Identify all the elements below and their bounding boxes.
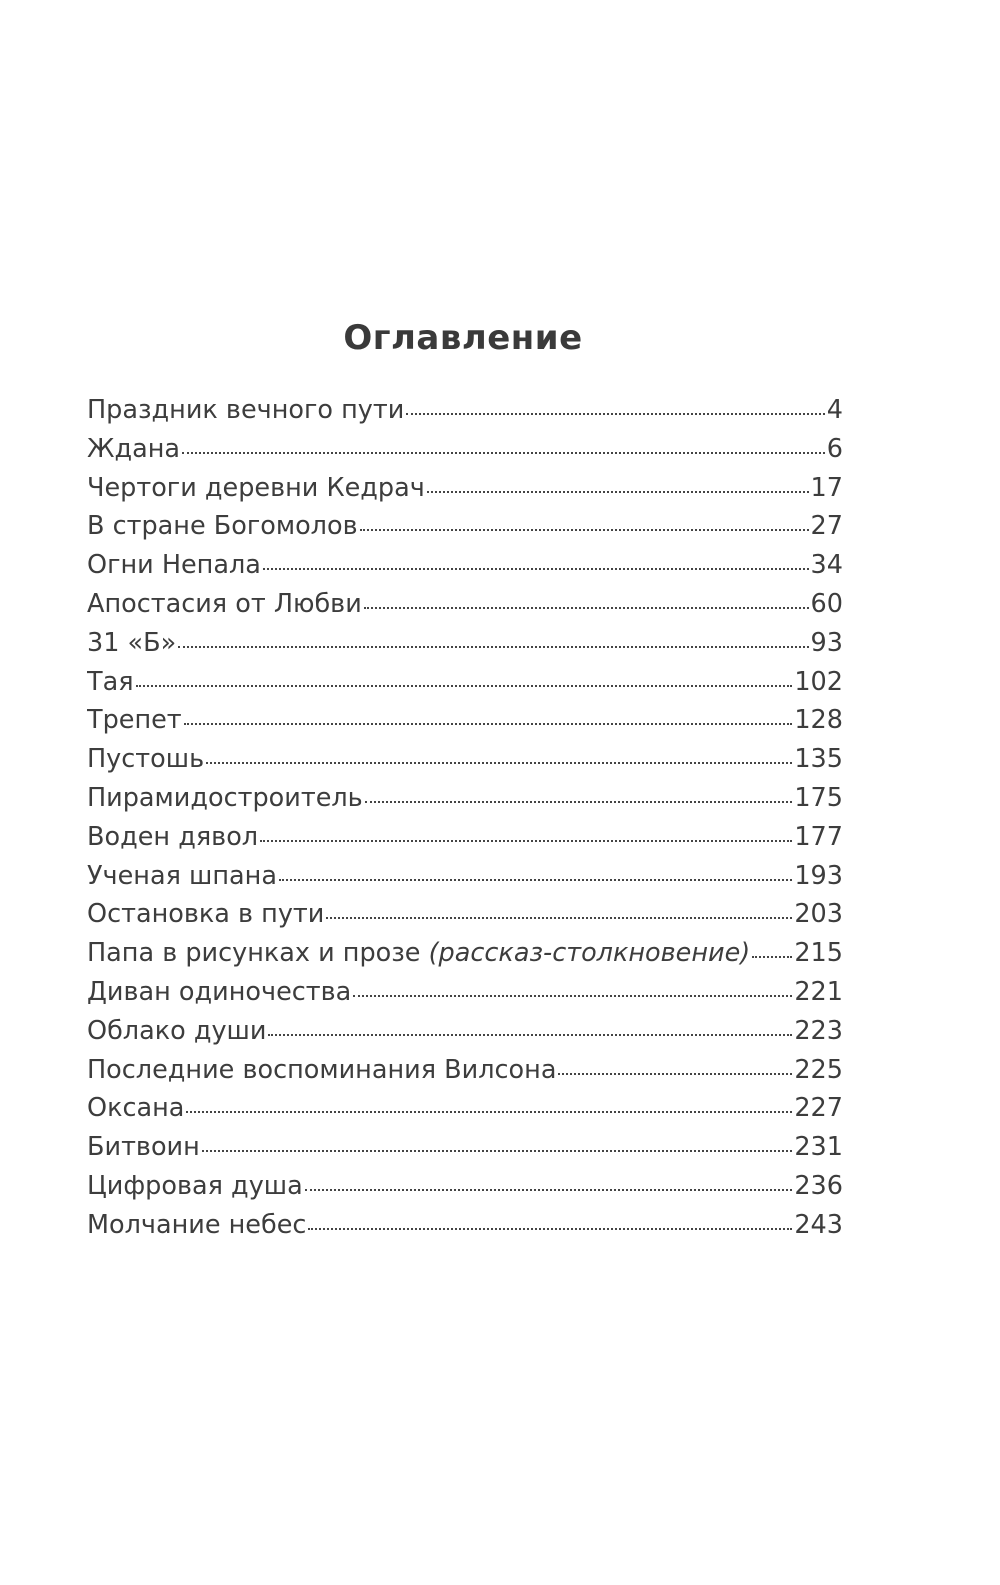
- toc-entry-page-number: 236: [794, 1170, 843, 1201]
- toc-entry-page-number: 177: [794, 821, 843, 852]
- toc-entry: [87, 663, 843, 702]
- toc-entry-title-text: Огни Непала: [87, 550, 261, 581]
- toc-entry: [87, 779, 843, 818]
- toc-entry-page-number: 215: [794, 938, 843, 969]
- toc-entry-title: [87, 546, 261, 585]
- toc-entry: [87, 857, 843, 896]
- dot-leader: [364, 605, 809, 609]
- toc-entry-page-number: 60: [810, 588, 843, 619]
- toc-entry-title-text: Воден дявол: [87, 821, 259, 852]
- toc-entry-title-text: Диван одиночества: [87, 976, 352, 1007]
- toc-entry-page-number: 221: [794, 976, 843, 1007]
- toc-entry-page-number: 193: [794, 860, 843, 891]
- dot-leader: [305, 1187, 793, 1191]
- toc-entry-page-number: 203: [794, 899, 843, 930]
- toc-entry: [87, 507, 843, 546]
- toc-entry-page-number: 17: [810, 472, 843, 503]
- dot-leader: [326, 915, 792, 919]
- toc-entry: [87, 1012, 843, 1051]
- toc-entry-page-number: 231: [794, 1132, 843, 1163]
- toc-entry: [87, 895, 843, 934]
- toc-entry-title-text: Последние воспоминания Вилсона: [87, 1054, 557, 1085]
- toc-entry-page-number: 6: [826, 433, 843, 464]
- table-of-contents: [87, 391, 843, 1245]
- dot-leader: [360, 527, 809, 531]
- toc-entry-title-text: Ученая шпана: [87, 860, 277, 891]
- dot-leader: [353, 993, 792, 997]
- toc-entry-title: [87, 1051, 556, 1090]
- dot-leader: [268, 1032, 792, 1036]
- toc-entry-title: [87, 469, 425, 508]
- toc-entry-title: [87, 973, 351, 1012]
- toc-entry-title: [87, 1128, 200, 1167]
- toc-entry-title-text: Папа в рисунках и прозе: [87, 938, 429, 969]
- toc-entry-title-text: Облако души: [87, 1015, 267, 1046]
- toc-entry-title: [87, 1167, 303, 1206]
- toc-entry-page-number: 27: [810, 511, 843, 542]
- toc-entry-page-number: 223: [794, 1015, 843, 1046]
- toc-entry-title-text: Трепет: [87, 705, 182, 736]
- toc-entry-page-number: 225: [794, 1054, 843, 1085]
- toc-entry-title: [87, 740, 204, 779]
- toc-entry: [87, 1128, 843, 1167]
- dot-leader: [202, 1148, 793, 1152]
- toc-entry: [87, 701, 843, 740]
- dot-leader: [186, 1109, 792, 1113]
- toc-entry-title: [87, 857, 277, 896]
- toc-entry: [87, 585, 843, 624]
- toc-entry-title: [87, 934, 750, 973]
- toc-entry-title-text: В стране Богомолов: [87, 511, 358, 542]
- toc-entry: [87, 740, 843, 779]
- toc-entry-page-number: 93: [810, 627, 843, 658]
- toc-entry-page-number: 135: [794, 744, 843, 775]
- page-title: Оглавление: [343, 318, 583, 358]
- toc-entry: [87, 624, 843, 663]
- toc-entry-title: [87, 895, 324, 934]
- toc-entry-title-text: Ждана: [87, 433, 181, 464]
- toc-entry: [87, 973, 843, 1012]
- toc-entry-title: [87, 779, 363, 818]
- toc-entry: [87, 934, 843, 973]
- toc-entry-title: [87, 818, 258, 857]
- toc-entry-title-text: Цифровая душа: [87, 1170, 303, 1201]
- toc-entry-title-text: Праздник вечного пути: [87, 395, 405, 425]
- toc-entry-title: [87, 701, 182, 740]
- toc-entry-title: [87, 585, 362, 624]
- toc-entry-title-text: Битвоин: [87, 1132, 200, 1163]
- toc-entry: [87, 1089, 843, 1128]
- toc-entry-page-number: 4: [826, 395, 843, 425]
- toc-entry-title: [87, 430, 180, 469]
- dot-leader: [427, 489, 809, 493]
- dot-leader: [182, 450, 825, 454]
- toc-entry-title: [87, 1089, 184, 1128]
- dot-leader: [178, 644, 808, 648]
- toc-entry-title-text: Чертоги деревни Кедрач: [87, 472, 425, 503]
- toc-entry-title-text: Молчание небес: [87, 1209, 307, 1240]
- toc-entry-title: [87, 507, 358, 546]
- dot-leader: [260, 838, 792, 842]
- toc-entry: [87, 391, 843, 430]
- toc-entry-title: [87, 391, 404, 430]
- dot-leader: [752, 954, 792, 958]
- toc-entry-title-text: Оксана: [87, 1093, 185, 1124]
- toc-entry-page-number: 128: [794, 705, 843, 736]
- toc-entry-title-text: Апостасия от Любви: [87, 588, 362, 619]
- toc-entry-note: (рассказ-столкновение): [428, 938, 751, 969]
- toc-entry: [87, 469, 843, 508]
- toc-entry-title-text: 31 «Б»: [87, 627, 177, 658]
- dot-leader: [308, 1226, 792, 1230]
- dot-leader: [206, 760, 792, 764]
- toc-entry-page-number: 175: [794, 782, 843, 813]
- dot-leader: [136, 683, 793, 687]
- toc-entry-title: [87, 663, 134, 702]
- toc-entry-page-number: 227: [794, 1093, 843, 1124]
- toc-entry-page-number: 102: [794, 666, 843, 697]
- toc-entry-page-number: 34: [810, 550, 843, 581]
- toc-entry-title-text: Остановка в пути: [87, 899, 325, 930]
- toc-entry-page-number: 243: [794, 1209, 843, 1240]
- toc-entry: [87, 1206, 843, 1245]
- toc-entry: [87, 1051, 843, 1090]
- toc-entry: [87, 818, 843, 857]
- toc-entry-title: [87, 624, 176, 663]
- dot-leader: [279, 877, 792, 881]
- dot-leader: [263, 566, 809, 570]
- toc-entry-title: [87, 1206, 306, 1245]
- toc-entry-title-text: Пустошь: [87, 744, 205, 775]
- toc-entry: [87, 430, 843, 469]
- dot-leader: [558, 1071, 792, 1075]
- toc-entry: [87, 546, 843, 585]
- toc-entry: [87, 1167, 843, 1206]
- dot-leader: [406, 411, 824, 415]
- dot-leader: [365, 799, 793, 803]
- dot-leader: [184, 721, 793, 725]
- toc-entry-title-text: Пирамидостроитель: [87, 782, 363, 813]
- toc-entry-title-text: Тая: [87, 666, 134, 697]
- toc-entry-title: [87, 1012, 266, 1051]
